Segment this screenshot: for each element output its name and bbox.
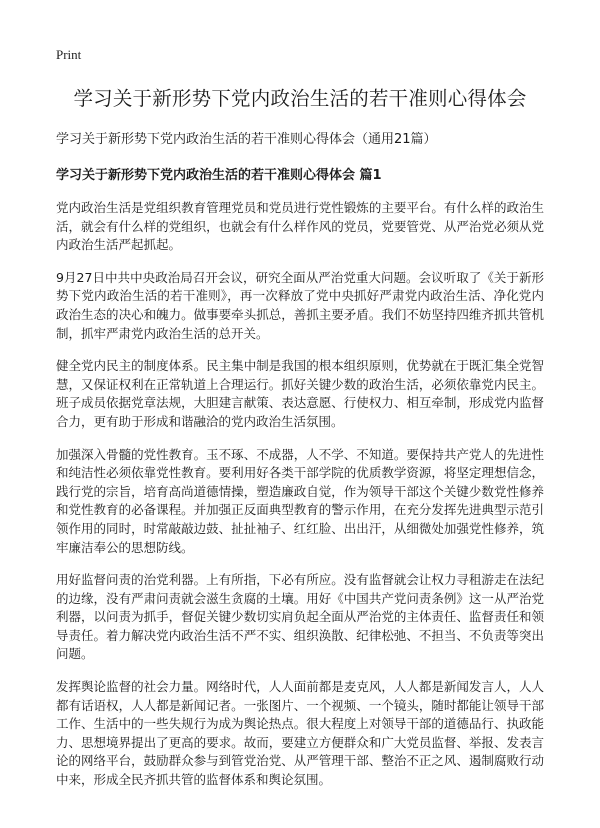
- document-subtitle: 学习关于新形势下党内政治生活的若干准则心得体会（通用21篇）: [56, 132, 437, 147]
- paragraph-1: 党内政治生活是党组织教育管理党员和党员进行党性锻炼的主要平台。有什么样的政治生活，就会有什么样的党组织，也就会有什么样作风的党员，党要管党、从严治党必须从党内政治生活严起抓起。: [56, 200, 544, 253]
- paragraph-4: 加强深入骨髓的党性教育。玉不琢、不成器，人不学、不知道。要保持共产党人的先进性和纯洁性必须依靠党性教育。要利用好各类干部学院的优质教学资源，将坚定理想信念，践行党的宗旨，培育高尚道德情操，塑造廉政自觉，作为领导干部这个关键少数党性修养和党性教育的必备课程。并加强正反面典型教育的警示作用，在充分发挥先进典型示范引领作用的同时，时常敲敲边鼓、扯扯袖子、红红脸、出出汗，从细微处加强党性修养，筑牢廉洁奉公的思想防线。: [56, 446, 544, 555]
- paragraph-3: 健全党内民主的制度体系。民主集中制是我国的根本组织原则，优势就在于既汇集全党智慧，又保证权利在正常轨道上合理运行。抓好关键少数的政治生活，必须依靠党内民主。班子成员依据党章法规，大胆建言献策、表达意愿、行使权力、相互牵制，形成党内监督合力，更有助于形成和谐融洽的党内政治生活氛围。: [56, 358, 544, 429]
- paragraph-2: 9月27日中共中央政治局召开会议，研究全面从严治党重大问题。会议听取了《关于新形势下党内政治生活的若干准则》，再一次释放了党中央抓好严肃党内政治生活、净化党内政治生态的决心和魄力。做事要牵头抓总，善抓主要矛盾。我们不妨坚持四维齐抓共管机制，抓牢严肃党内政治生活的总开关。: [56, 269, 544, 341]
- paragraph-5: 用好监督问责的治党利器。上有所指，下必有所应。没有监督就会让权力寻租游走在法纪的边缘，没有严肃问责就会滋生贪腐的土壤。用好《中国共产党问责条例》这一从严治党利器，以问责为抓手，督促关键少数切实肩负起全面从严治党的主体责任、监督责任和领导责任。着力解决党内政治生活不严不实、组织涣散、纪律松弛、不担当、不负责等突出问题。: [56, 572, 544, 662]
- paragraph-6: 发挥舆论监督的社会力量。网络时代，人人面前都是麦克风，人人都是新闻发言人，人人都有话语权，人人都是新闻记者。一张图片、一个视频、一个镜头，随时都能让领导干部工作、生活中的一些失规行为成为舆论热点。很大程度上对领导干部的道德品行、执政能力、思想境界提出了更高的要求。故而，要建立方便群众和广大党员监督、举报、发表言论的网络平台，鼓励群众参与到管党治党、从严管理干部、整治不正之风、遏制腐败行动中来，形成全民齐抓共管的监督体系和舆论氛围。: [56, 679, 544, 788]
- section-heading: 学习关于新形势下党内政治生活的若干准则心得体会 篇1: [56, 168, 382, 183]
- print-link[interactable]: Print: [56, 47, 82, 62]
- page-title: 学习关于新形势下党内政治生活的若干准则心得体会: [73, 87, 527, 110]
